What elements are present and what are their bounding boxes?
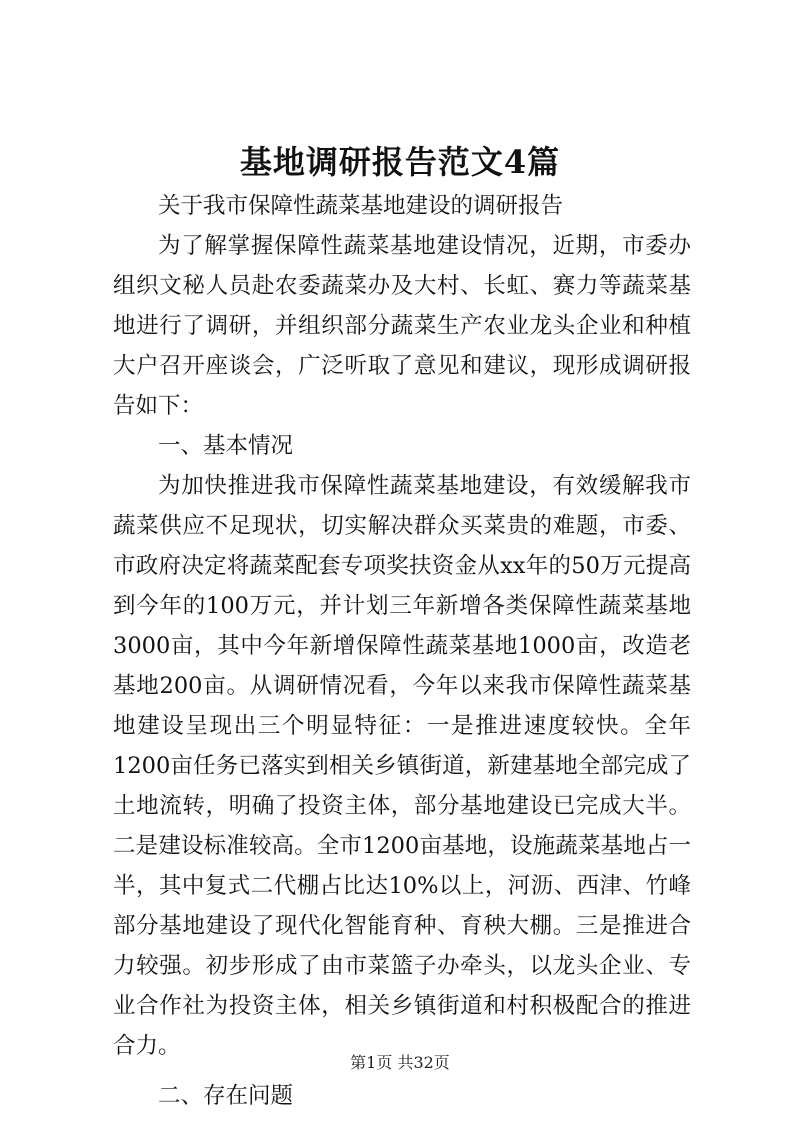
intro-paragraph: 为了解掌握保障性蔬菜基地建设情况，近期，市委办组织文秘人员赴农委蔬菜办及大村、长虹、赛力等蔬菜基地进行了调研，并组织部分蔬菜生产农业龙头企业和种植大户召开座谈会，广泛听取了意见和建议，现形成调研报告如下： — [113, 233, 691, 419]
document-body — [113, 186, 691, 1116]
report-subtitle: 关于我市保障性蔬菜基地建设的调研报告 — [158, 193, 564, 219]
document-title: 基地调研报告范文4篇 — [239, 143, 561, 181]
page-footer: 第1页 共32页 — [350, 1053, 450, 1072]
section-heading-basic-situation: 一、基本情况 — [158, 433, 294, 459]
basic-situation-paragraph: 为加快推进我市保障性蔬菜基地建设，有效缓解我市蔬菜供应不足现状，切实解决群众买菜贵的难题，市委、市政府决定将蔬菜配套专项奖扶资金从xx年的50万元提高到今年的100万元，并计划三年新增各类保障性蔬菜基地3000亩，其中今年新增保障性蔬菜基地1000亩，改造老基地200亩。从调研情况看，今年以来我市保障性蔬菜基地建设呈现出三个明显特征：一是推进速度较快。全年1200亩任务已落实到相关乡镇街道，新建基地全部完成了土地流转，明确了投资主体，部分基地建设已完成大半。二是建设标准较高。全市1200亩基地，设施蔬菜基地占一半，其中复式二代棚占比达10%以上，河沥、西津、竹峰部分基地建设了现代化智能育种、育秧大棚。三是推进合力较强。初步形成了由市菜篮子办牵头，以龙头企业、专业合作社为投资主体，相关乡镇街道和村积极配合的推进合力。 — [113, 473, 691, 1059]
section-heading-problems: 二、存在问题 — [158, 1083, 294, 1109]
